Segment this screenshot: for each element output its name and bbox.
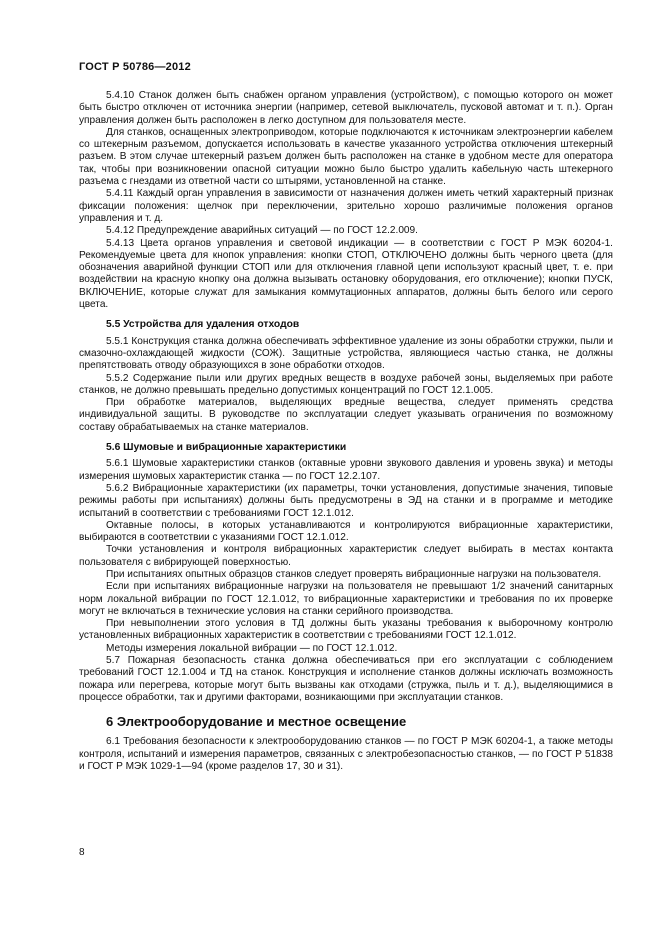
paragraph: Октавные полосы, в которых устанавливаются и контролируются вибрационные характеристики, выбираются в соответствии с указаниями ГОСТ 12.1.012. — [79, 519, 613, 544]
paragraph: Методы измерения локальной вибрации — по ГОСТ 12.1.012. — [106, 642, 398, 654]
section-heading-5-6: 5.6 Шумовые и вибрационные характеристики — [106, 442, 347, 454]
paragraph-5-7: 5.7 Пожарная безопасность станка должна обеспечиваться при его эксплуатации с соблюдением требований ГОСТ 12.1.004 и ТД на станок. Конструкция и исполнение станков должны исключать возможность пожара или перегрева, которые могут быть вызваны как отходами (стружка, пыль и т. д.), выделяющимися в процессе обработки, так и другими факторами, возникающими при эксплуатации станков. — [79, 655, 613, 703]
document-body — [79, 90, 613, 773]
paragraph: При обработке материалов, выделяющих вредные вещества, следует применять средства индивидуальной защиты. В руководстве по эксплуатации следует указывать ограничения по возможному составу обрабатываемых на станке материалов. — [79, 397, 613, 433]
paragraph: При испытаниях опытных образцов станков следует проверять вибрационные нагрузки на пользователя. — [106, 568, 602, 580]
chapter-heading-6: 6 Электрооборудование и местное освещение — [106, 714, 407, 730]
paragraph-5-4-12: 5.4.12 Предупреждение аварийных ситуаций — по ГОСТ 12.2.009. — [106, 225, 418, 237]
paragraph-5-5-1: 5.5.1 Конструкция станка должна обеспечивать эффективное удаление из зоны обработки стружки, пыли и смазочно-охлаждающей жидкости (СОЖ). Защитные устройства, являющиеся частью станка, не должны препятствовать отводу образующихся в зоне обработки отходов. — [79, 335, 613, 372]
document-header: ГОСТ Р 50786—2012 — [79, 61, 191, 73]
paragraph-5-4-13: 5.4.13 Цвета органов управления и световой индикации — в соответствии с ГОСТ Р МЭК 60204-1. Рекомендуемые цвета для кнопок управления: кнопки СТОП, ОТКЛЮЧЕНО должны быть черного цвета (для обозначения аварийной функции СТОП или для отключения главной цепи используют красный цвет, т. е. при воздействии на красную кнопку она должна вызывать остановку оборудования, его отключение); кнопки ПУСК, ВКЛЮЧЕНИЕ, которые служат для замыкания коммутационных аппаратов, должны быть белого или серого цвета. — [79, 237, 613, 311]
paragraph-5-6-1: 5.6.1 Шумовые характеристики станков (октавные уровни звукового давления и уровень звука) и методы измерения шумовых характеристик станка — по ГОСТ 12.2.107. — [79, 458, 613, 482]
paragraph-6-1: 6.1 Требования безопасности к электрооборудованию станков — по ГОСТ Р МЭК 60204-1, а также методы контроля, испытаний и измерения параметров, связанных с электробезопасностью станков, — по ГОСТ Р 51838 и ГОСТ Р МЭК 1029-1—94 (кроме разделов 17, 30 и 31). — [79, 736, 613, 772]
paragraph: При невыполнении этого условия в ТД должны быть указаны требования к выборочному контролю установленных вибрационных характеристик в соответствии с требованиями ГОСТ 12.1.012. — [79, 618, 613, 642]
paragraph: Если при испытаниях вибрационные нагрузки на пользователя не превышают 1/2 значений санитарных норм локальной вибрации по ГОСТ 12.1.012, то вибрационные характеристики и требования по их проверке могут не включаться в технические условия на станки серийного производства. — [79, 581, 613, 617]
paragraph: Точки установления и контроля вибрационных характеристик следует выбирать в местах контакта пользователя с вибрирующей поверхностью. — [79, 544, 613, 568]
page-number: 8 — [79, 847, 85, 858]
section-heading-5-5: 5.5 Устройства для удаления отходов — [106, 319, 300, 331]
paragraph-5-6-2: 5.6.2 Вибрационные характеристики (их параметры, точки установления, допустимые значения, типовые режимы работы при испытаниях) должны быть предусмотрены в ЭД на станки и в программе и методике испытаний в соответствии с требованиями ГОСТ 12.1.012. — [79, 482, 613, 519]
paragraph-5-4-11: 5.4.11 Каждый орган управления в зависимости от назначения должен иметь четкий характерный признак фиксации положения: щелчок при переключении, зрительно хорошо различимые положения органов управления и т. д. — [79, 188, 613, 224]
paragraph-5-4-10: 5.4.10 Станок должен быть снабжен органом управления (устройством), с помощью которого он может быть быстро отключен от источника энергии (например, сетевой выключатель, пусковой автомат и т. п.). Орган управления должен быть расположен в легко доступном для пользователя месте. — [79, 90, 613, 126]
paragraph-5-5-2: 5.5.2 Содержание пыли или других вредных веществ в воздухе рабочей зоны, выделяемых при работе станков, не должно превышать предельно допустимых концентраций по ГОСТ 12.1.005. — [79, 372, 613, 396]
paragraph: Для станков, оснащенных электроприводом, которые подключаются к источникам электроэнергии кабелем со штекерным разъемом, допускается использовать в качестве указанного устройства отключения штекерный разъем. В этом случае штекерный разъем должен быть расположен на станке в удобном месте для оператора так, чтобы при возникновении опасной ситуации можно было быстро удалить кабельную часть штекерного разъема с гнездами из ответной части со штырями, установленной на станке. — [79, 126, 613, 188]
